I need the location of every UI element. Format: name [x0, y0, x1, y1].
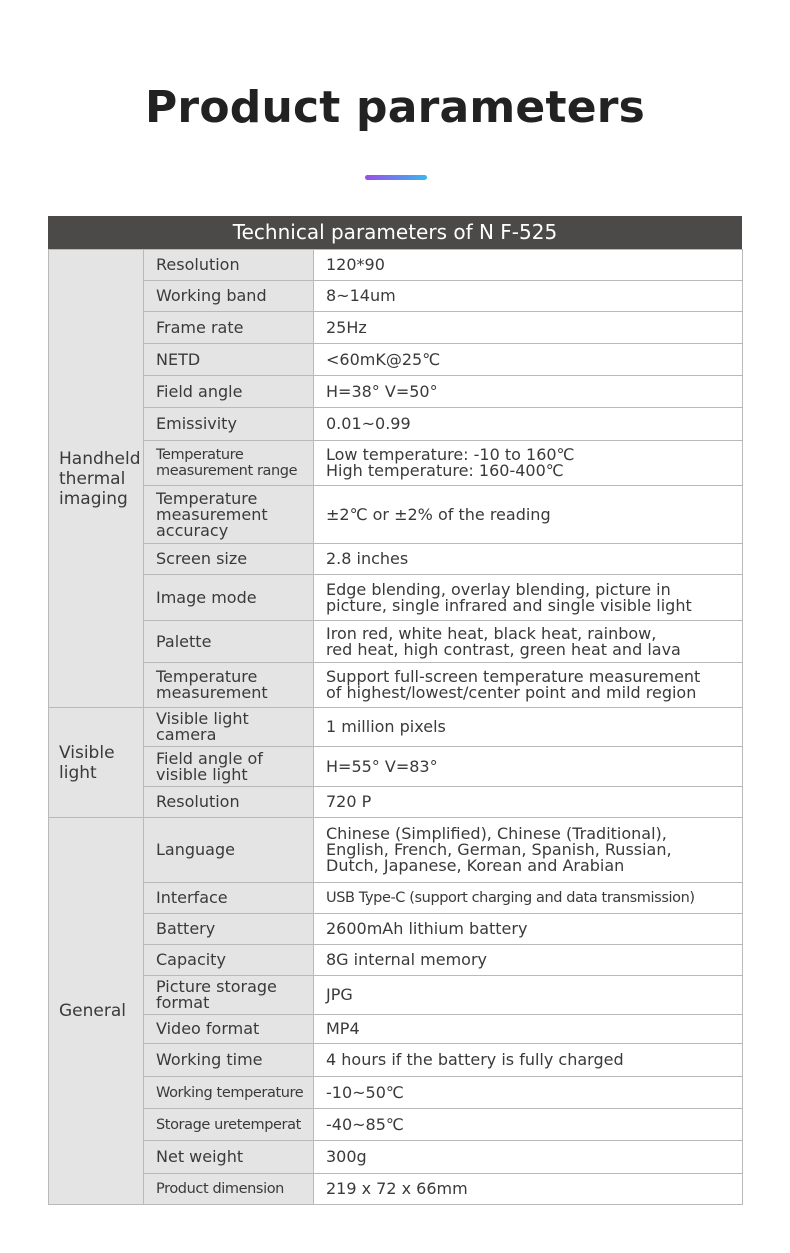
param-label: Capacity: [144, 945, 314, 976]
param-label: Temperature measurement range: [144, 441, 314, 486]
table-row: [49, 621, 743, 663]
param-value: Chinese (Simplified), Chinese (Traditional), English, French, German, Spanish, Russian, Dutch, Japanese, Korean and Arabian: [314, 818, 743, 883]
param-label: Picture storage format: [144, 976, 314, 1015]
table-row: [49, 708, 743, 747]
parameters-table: [48, 216, 742, 1205]
table-row: [49, 1174, 743, 1205]
param-value: 8G internal memory: [314, 945, 743, 976]
param-value: Iron red, white heat, black heat, rainbow, red heat, high contrast, green heat and lava: [314, 621, 743, 663]
param-value: JPG: [314, 976, 743, 1015]
param-value: 2.8 inches: [314, 544, 743, 575]
param-label: Battery: [144, 914, 314, 945]
table-row: [49, 312, 743, 344]
param-label: Net weight: [144, 1141, 314, 1174]
param-value: -40~85℃: [314, 1109, 743, 1141]
param-value: 4 hours if the battery is fully charged: [314, 1044, 743, 1077]
param-value: Low temperature: -10 to 160℃ High temperature: 160-400℃: [314, 441, 743, 486]
param-label: Visible light camera: [144, 708, 314, 747]
param-label: Working time: [144, 1044, 314, 1077]
param-label: Field angle: [144, 376, 314, 408]
param-label: Emissivity: [144, 408, 314, 441]
table-row: [49, 883, 743, 914]
table-row: [49, 486, 743, 544]
table-row: [49, 787, 743, 818]
title-accent-bar: [365, 175, 427, 180]
table-row: [49, 1141, 743, 1174]
param-value: 2600mAh lithium battery: [314, 914, 743, 945]
table-row: [49, 914, 743, 945]
param-value: USB Type-C (support charging and data transmission): [314, 883, 743, 914]
table-row: [49, 344, 743, 376]
table-row: [49, 441, 743, 486]
param-value: 120*90: [314, 250, 743, 281]
table-row: [49, 945, 743, 976]
param-label: Resolution: [144, 250, 314, 281]
param-label: Frame rate: [144, 312, 314, 344]
param-label: Temperature measurement: [144, 663, 314, 708]
param-value: 1 million pixels: [314, 708, 743, 747]
table-row: [49, 281, 743, 312]
table-row: [49, 408, 743, 441]
param-label: Temperature measurement accuracy: [144, 486, 314, 544]
param-value: 219 x 72 x 66mm: [314, 1174, 743, 1205]
param-value: 25Hz: [314, 312, 743, 344]
table-row: [49, 663, 743, 708]
table-row: [49, 1044, 743, 1077]
page-title: Product parameters: [144, 82, 646, 133]
param-value: MP4: [314, 1015, 743, 1044]
table-row: [49, 747, 743, 787]
param-label: Screen size: [144, 544, 314, 575]
param-value: 0.01~0.99: [314, 408, 743, 441]
param-label: Resolution: [144, 787, 314, 818]
param-value: <60mK@25℃: [314, 344, 743, 376]
table-row: [49, 376, 743, 408]
param-value: 300g: [314, 1141, 743, 1174]
group-label: Visible light: [49, 708, 144, 818]
table-row: [49, 818, 743, 883]
param-label: NETD: [144, 344, 314, 376]
param-label: Palette: [144, 621, 314, 663]
table-row: [49, 575, 743, 621]
table-row: [49, 976, 743, 1015]
param-label: Working band: [144, 281, 314, 312]
param-value: Support full-screen temperature measurement of highest/lowest/center point and mild region: [314, 663, 743, 708]
table-row: [49, 250, 743, 281]
param-value: H=55° V=83°: [314, 747, 743, 787]
table-row: [49, 544, 743, 575]
param-label: Storage uretemperat: [144, 1109, 314, 1141]
group-label: Handheld thermal imaging: [49, 250, 144, 708]
param-value: ±2℃ or ±2% of the reading: [314, 486, 743, 544]
group-label: General: [49, 818, 144, 1205]
table-header: Technical parameters of N F-525: [48, 216, 742, 249]
param-value: -10~50℃: [314, 1077, 743, 1109]
param-label: Image mode: [144, 575, 314, 621]
param-label: Working temperature: [144, 1077, 314, 1109]
param-label: Interface: [144, 883, 314, 914]
param-label: Video format: [144, 1015, 314, 1044]
param-label: Language: [144, 818, 314, 883]
table-row: [49, 1109, 743, 1141]
param-value: Edge blending, overlay blending, picture in picture, single infrared and single visible light: [314, 575, 743, 621]
param-label: Product dimension: [144, 1174, 314, 1205]
param-value: 720 P: [314, 787, 743, 818]
param-label: Field angle of visible light: [144, 747, 314, 787]
table-row: [49, 1077, 743, 1109]
param-value: 8~14um: [314, 281, 743, 312]
param-value: H=38° V=50°: [314, 376, 743, 408]
parameters-grid: [48, 249, 743, 1205]
table-row: [49, 1015, 743, 1044]
